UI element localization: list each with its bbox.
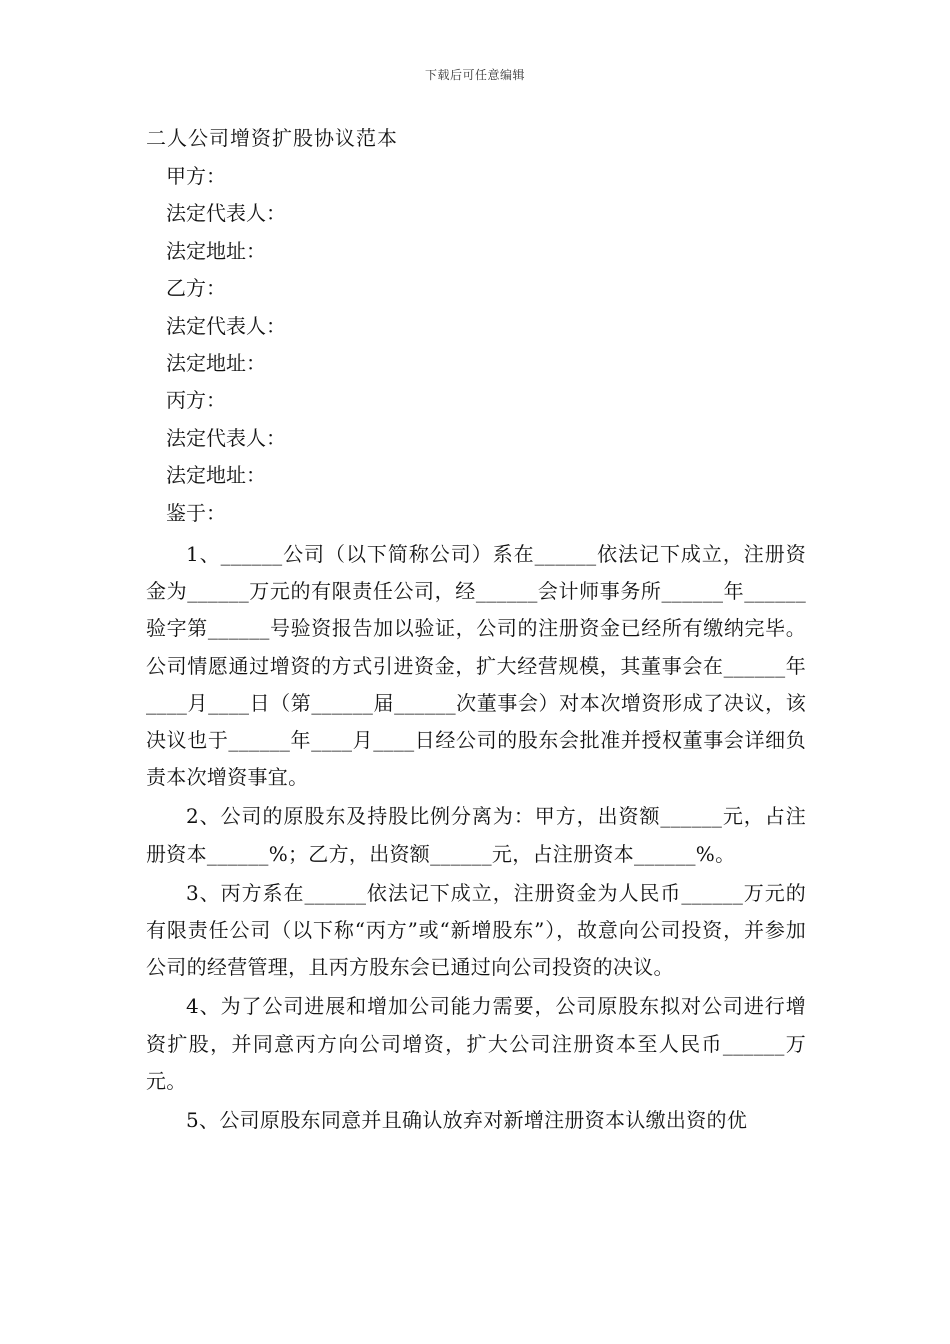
clause-4: 4、为了公司进展和增加公司能力需要，公司原股东拟对公司进行增资扩股，并同意丙方向公司增资，扩大公司注册资本至人民币______万元。 <box>146 994 806 1093</box>
clause-2: 2、公司的原股东及持股比例分离为：甲方，出资额______元，占注册资本______%；乙方，出资额______元，占注册资本______%。 <box>146 804 806 866</box>
party-b-label: 乙方： <box>166 276 226 301</box>
clause-5: 5、公司原股东同意并且确认放弃对新增注册资本认缴出资的优 <box>186 1107 748 1132</box>
header-note: 下载后可任意编辑 <box>424 68 525 82</box>
document-body <box>146 118 806 1139</box>
party-b-address: 法定地址： <box>166 350 266 375</box>
party-c-address: 法定地址： <box>166 463 266 488</box>
party-b-representative: 法定代表人： <box>166 313 286 338</box>
party-c-label: 丙方： <box>166 388 226 413</box>
document-title: 二人公司增资扩股协议范本 <box>146 126 398 150</box>
party-a-address: 法定地址： <box>166 238 266 263</box>
party-a-representative: 法定代表人： <box>166 201 286 226</box>
party-a-label: 甲方： <box>166 164 226 188</box>
clause-1: 1、______公司（以下简称公司）系在______依法记下成立，注册资金为______万元的有限责任公司，经______会计师事务所______年______验字第______号验资报告加以验证，公司的注册资金已经所有缴纳完毕。公司情愿通过增资的方式引进资金，扩大经营规模，其董事会在______年____月____日（第______届______次董事会）对本次增资形成了决议，该决议也于______年____月____日经公司的股东会批准并授权董事会详细负责本次增资事宜。 <box>146 541 806 790</box>
party-c-representative: 法定代表人： <box>166 425 286 450</box>
clause-3: 3、丙方系在______依法记下成立，注册资金为人民币______万元的有限责任公司（以下称“丙方”或“新增股东”），故意向公司投资，并参加公司的经营管理，且丙方股东会已通过向公司投资的决议。 <box>146 880 806 980</box>
whereas-label: 鉴于： <box>166 500 226 525</box>
